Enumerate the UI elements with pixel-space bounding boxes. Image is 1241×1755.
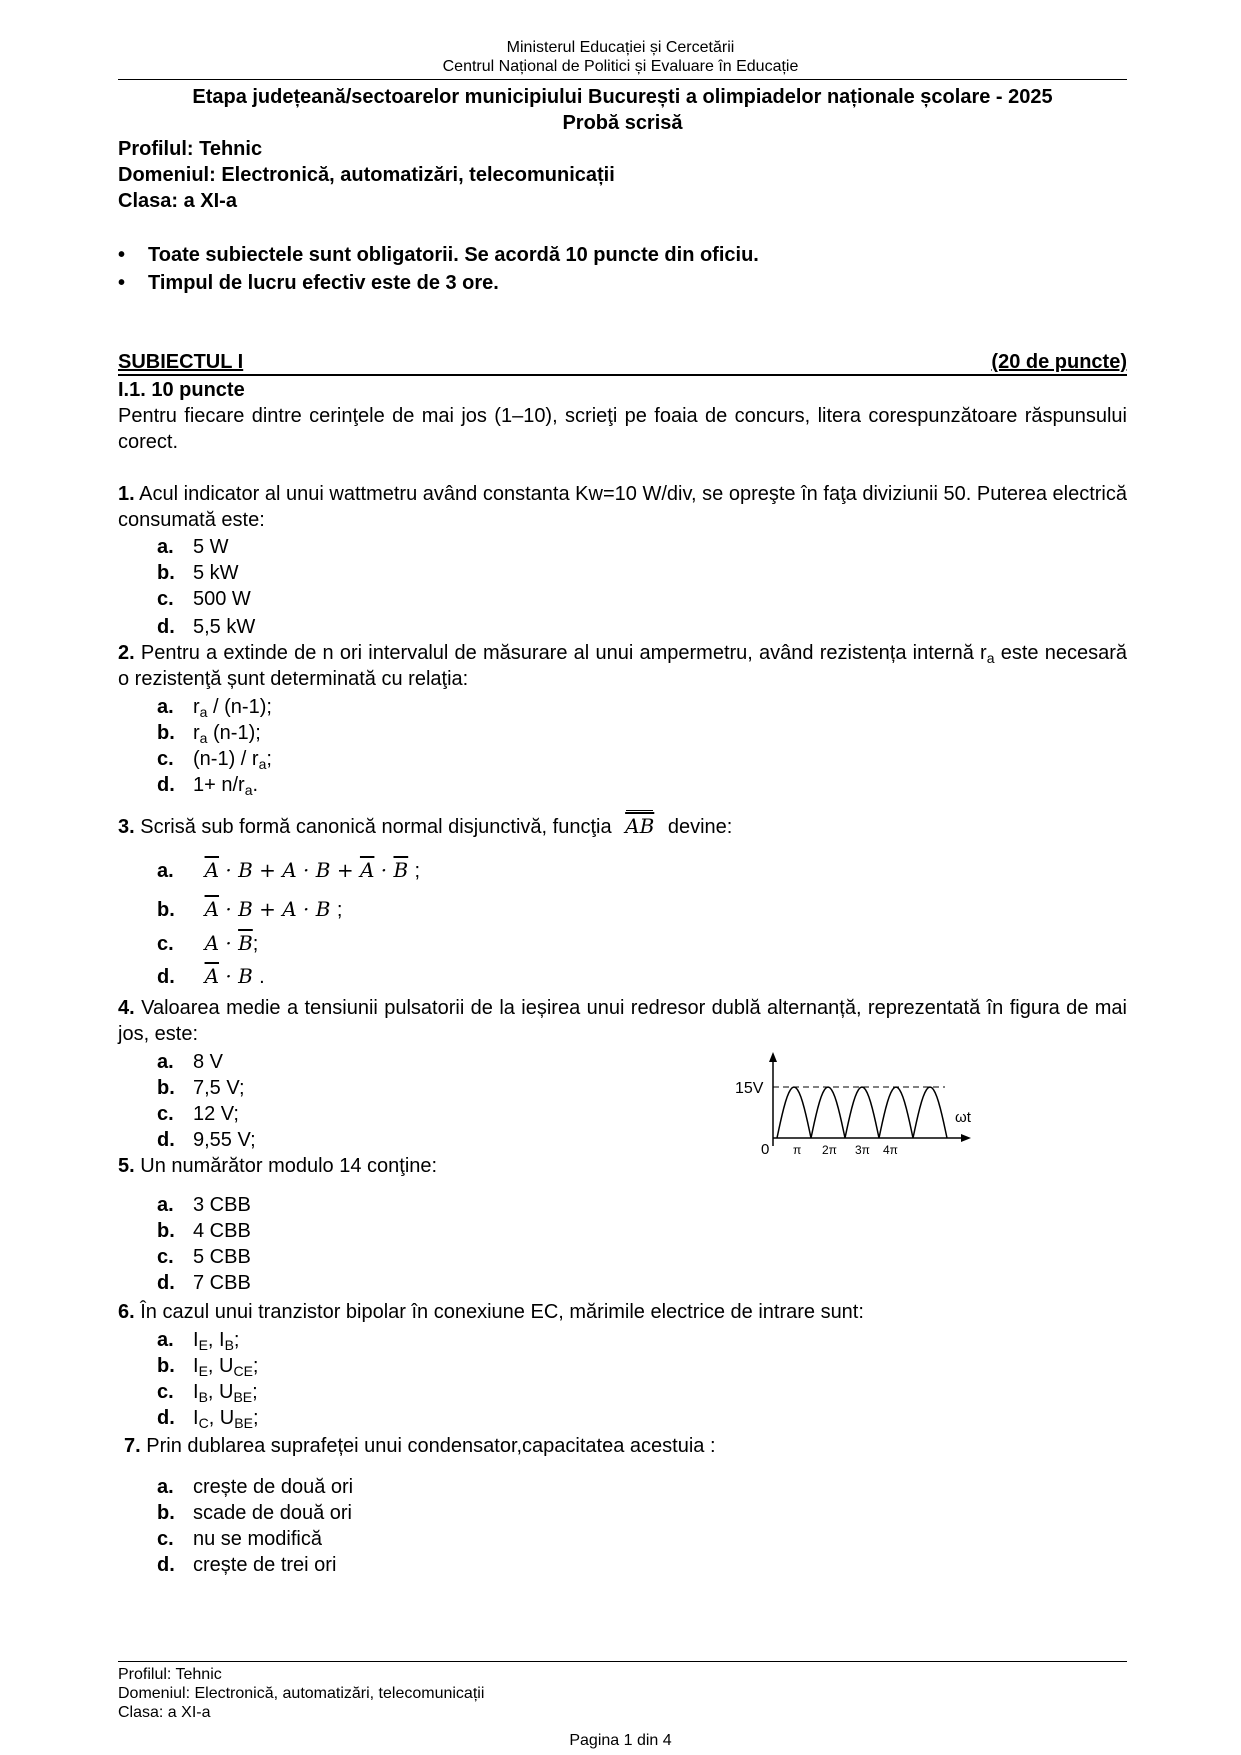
option: d. crește de trei ori (157, 1554, 337, 1576)
y-peak-label: 15V (735, 1080, 764, 1097)
x-tick-label: 4π (883, 1143, 898, 1157)
option: c. 5 CBB (157, 1246, 251, 1268)
subject-label: SUBIECTUL I (118, 351, 244, 373)
y-axis-arrow (769, 1052, 777, 1062)
option: a. 8 V (157, 1051, 224, 1073)
class: Clasa: a XI-a (118, 190, 237, 212)
option: d. $I_C$, $U_{BE}$; (157, 1407, 259, 1431)
option: d. $\overline{A} \cdot B$ . (157, 964, 265, 988)
instruction-item: • Toate subiectele sunt obligatorii. Se acordă 10 puncte din oficiu. (118, 244, 759, 266)
option: b. 7,5 V; (157, 1077, 245, 1099)
page-number: Pagina 1 din 4 (569, 1732, 672, 1749)
option: a. $\overline{A} \cdot B + A \cdot B + \overline{A} \cdot \overline{B}$ ; (157, 858, 421, 882)
question-6: 6. În cazul unui tranzistor bipolar în conexiune EC, mărimile electrice de intrare sunt: (118, 1301, 864, 1323)
question-1: 1. Acul indicator al unui wattmetru având constanta Kw=10 W/div, se opreşte în faţa diviziunii 50. Puterea electrică consumată este: (118, 483, 1128, 531)
option: a. crește de două ori (157, 1476, 354, 1498)
profile: Profilul: Tehnic (118, 138, 263, 160)
option: c. nu se modifică (157, 1528, 322, 1550)
subject-heading (118, 350, 1127, 376)
footer-domain: Domeniul: Electronică, automatizări, telecomunicații (118, 1685, 485, 1702)
wave-arch (777, 1087, 811, 1138)
ministry-name: Ministerul Educației și Cercetării (506, 39, 735, 56)
footer-profile: Profilul: Tehnic (118, 1666, 222, 1683)
option: c. $(n-1) / r_a$; (157, 748, 272, 772)
origin-label: 0 (761, 1141, 770, 1158)
section-label: I.1. 10 puncte (118, 379, 245, 401)
section-intro: Pentru fiecare dintre cerinţele de mai jos (1–10), scrieţi pe foaia de concurs, litera corespunzătoare răspunsului corect. (118, 405, 1127, 453)
option: b. $r_a$ (n-1); (157, 722, 261, 746)
option: c. 12 V; (157, 1103, 239, 1125)
option: d. 5,5 kW (157, 616, 256, 638)
question-7: 7. Prin dublarea suprafeței unui condensator,capacitatea acestuia : (124, 1435, 716, 1457)
x-tick-label: 2π (822, 1143, 837, 1157)
option: d. 7 CBB (157, 1272, 251, 1294)
option: d. 9,55 V; (157, 1129, 256, 1151)
wave-arch (811, 1087, 845, 1138)
exam-title: Etapa județeană/sectoarelor municipiului București a olimpiadelor naționale școlare - 2025 (192, 86, 1053, 108)
x-tick-label: 3π (855, 1143, 870, 1157)
subject-points: (20 de puncte) (991, 351, 1127, 373)
wave-arch (879, 1087, 913, 1138)
option: a. $I_E$, $I_B$; (157, 1329, 240, 1353)
x-axis-arrow (961, 1134, 971, 1142)
footer-rule (118, 1661, 1127, 1662)
option: c. $A \cdot \overline{B}$; (157, 931, 259, 955)
x-tick-label: π (793, 1143, 802, 1157)
question-5: 5. Un numărător modulo 14 conţine: (118, 1155, 438, 1177)
question-2: 2. Pentru a extinde de n ori intervalul de măsurare al unui ampermetru, având rezistența internă $r_a$ este necesară o rezistenţă șunt determinată cu relaţia: (118, 642, 1128, 690)
option: a. $r_a / (n-1)$; (157, 696, 272, 720)
question-3: 3. Scrisă sub formă canonică normal disjunctivă, funcţia $\overline{AB}$ devine: (118, 813, 1127, 840)
x-axis-label: ωt (955, 1109, 971, 1126)
wave-arch (913, 1087, 947, 1138)
option: b. 4 CBB (157, 1220, 251, 1242)
option: a. 3 CBB (157, 1194, 251, 1216)
domain: Domeniul: Electronică, automatizări, telecomunicații (118, 164, 615, 186)
function-expression: $\overline{AB}$ (617, 813, 662, 839)
exam-subtitle: Probă scrisă (562, 112, 683, 134)
center-name: Centrul Național de Politici și Evaluare în Educație (442, 58, 799, 75)
option: b. 5 kW (157, 562, 239, 584)
footer-class: Clasa: a XI-a (118, 1704, 211, 1721)
wave-arch (845, 1087, 879, 1138)
option: b. $\overline{A} \cdot B + A \cdot B$ ; (157, 897, 343, 921)
option: a. 5 W (157, 536, 229, 558)
question-4: 4. Valoarea medie a tensiunii pulsatorii de la ieșirea unui redresor dublă alternanță, reprezentată în figura de mai jos, este: (118, 997, 1127, 1045)
option: d. $1+ n/r_a$. (157, 774, 259, 798)
option: c. 500 W (157, 588, 251, 610)
instruction-item: • Timpul de lucru efectiv este de 3 ore. (118, 272, 499, 294)
option: b. $I_E$, $U_{CE}$; (157, 1355, 259, 1379)
rectified-voltage-chart (735, 1050, 975, 1160)
option: b. scade de două ori (157, 1502, 353, 1524)
option: c. $I_B$, $U_{BE}$; (157, 1381, 258, 1405)
header-rule (118, 79, 1127, 80)
